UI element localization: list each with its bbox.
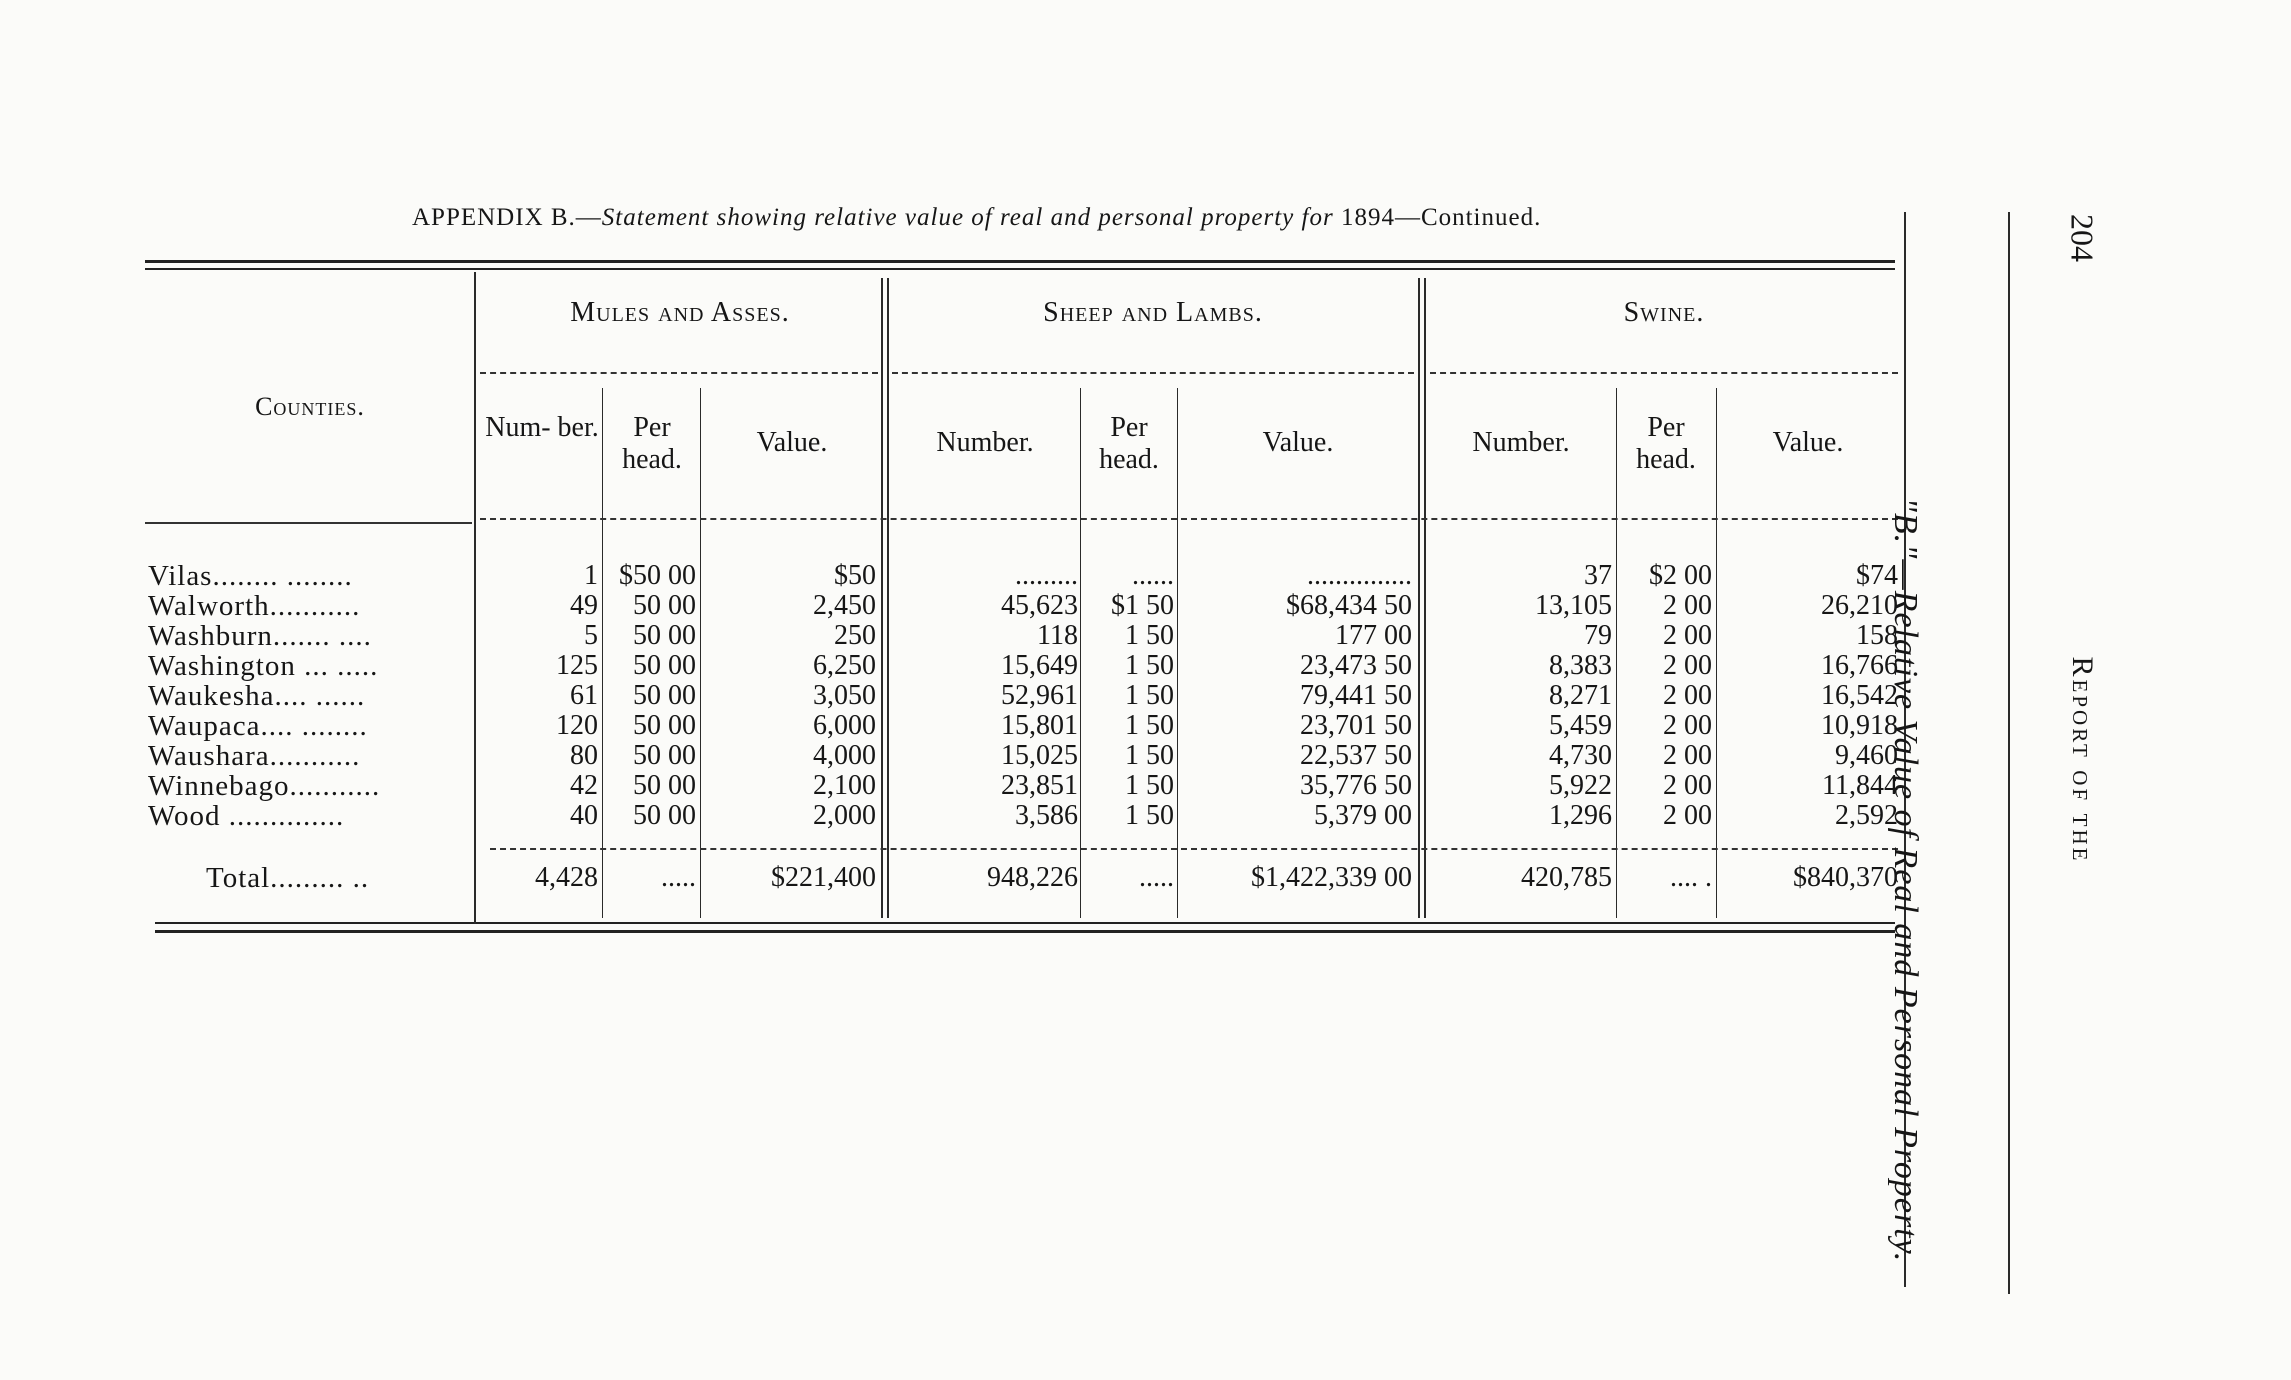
top-rule-outer	[145, 260, 1895, 263]
group-rule-swine	[1430, 372, 1898, 374]
county-name: Waukesha.... ......	[148, 680, 366, 712]
table-caption	[412, 204, 1541, 232]
header-rule-columns	[480, 518, 1898, 520]
sheep-number: 118	[1037, 620, 1078, 651]
sheep-per-head: 1 50	[1125, 740, 1174, 771]
total-label: Total......... ..	[206, 862, 370, 894]
mules-per-head: $50 00	[619, 560, 696, 591]
sheep-per-head: 1 50	[1125, 800, 1174, 831]
sheep-number: 15,649	[1001, 650, 1078, 681]
divider-sheep-swine-b	[1424, 278, 1426, 918]
county-name: Winnebago...........	[148, 770, 381, 802]
county-name: Wood ..............	[148, 800, 345, 832]
mules-number: 40	[570, 800, 598, 831]
swine-per-head: 2 00	[1663, 590, 1712, 621]
mules-number: 42	[570, 770, 598, 801]
mules-number: 61	[570, 680, 598, 711]
header-swine-number: Number.	[1472, 427, 1570, 458]
sheep-value: 79,441 50	[1300, 680, 1412, 711]
mules-number: 80	[570, 740, 598, 771]
swine-value: 10,918	[1821, 710, 1898, 741]
header-sheep-per-head: Per head.	[1099, 412, 1159, 475]
mules-number: 5	[584, 620, 598, 651]
swine-per-head: 2 00	[1663, 680, 1712, 711]
header-counties: Counties.	[255, 392, 365, 421]
divider-swine-num	[1616, 388, 1617, 918]
header-swine-value: Value.	[1772, 427, 1844, 458]
total-rule	[490, 848, 1898, 850]
sheep-value: 177 00	[1335, 620, 1412, 651]
sheep-per-head: 1 50	[1125, 620, 1174, 651]
swine-per-head: 2 00	[1663, 800, 1712, 831]
sheep-per-head: ......	[1132, 560, 1174, 591]
header-swine-per-head: Per head.	[1636, 412, 1696, 475]
divider-counties	[474, 272, 476, 924]
header-mules: Mules and Asses.	[570, 297, 790, 328]
mules-value: 2,450	[813, 590, 876, 621]
sheep-number: 3,586	[1015, 800, 1078, 831]
swine-value: 158	[1856, 620, 1898, 651]
header-sheep: Sheep and Lambs.	[1043, 297, 1263, 328]
sheep-per-head: 1 50	[1125, 710, 1174, 741]
mules-value: $50	[834, 560, 876, 591]
county-name: Waupaca.... ........	[148, 710, 368, 742]
header-swine: Swine.	[1623, 297, 1705, 328]
mules-per-head: 50 00	[633, 710, 696, 741]
sheep-per-head: $1 50	[1111, 590, 1174, 621]
running-head: Report of the	[2066, 656, 2099, 864]
swine-value: 9,460	[1835, 740, 1898, 771]
mules-per-head: 50 00	[633, 800, 696, 831]
bottom-rule-inner	[155, 930, 1895, 933]
swine-per-head: 2 00	[1663, 770, 1712, 801]
side-title: "B."—Relative Value of Real and Personal Property.	[1887, 497, 1924, 1263]
mules-value: 3,050	[813, 680, 876, 711]
mules-number: 49	[570, 590, 598, 621]
page-number: 204	[2064, 214, 2101, 262]
swine-number: 8,271	[1549, 680, 1612, 711]
total-mules-value: $221,400	[771, 862, 876, 893]
divider-swine-ph	[1716, 388, 1717, 918]
mules-per-head: 50 00	[633, 590, 696, 621]
swine-value: $74	[1856, 560, 1898, 591]
sheep-per-head: 1 50	[1125, 680, 1174, 711]
divider-sheep-ph	[1177, 388, 1178, 918]
caption-italic: Statement showing relative value of real and personal property for	[601, 204, 1334, 231]
mules-per-head: 50 00	[633, 740, 696, 771]
swine-number: 79	[1584, 620, 1612, 651]
mules-number: 120	[556, 710, 598, 741]
header-sheep-value: Value.	[1262, 427, 1334, 458]
swine-per-head: 2 00	[1663, 650, 1712, 681]
sheep-value: $68,434 50	[1286, 590, 1412, 621]
divider-mules-sheep-a	[881, 278, 883, 918]
sheep-number: 23,851	[1001, 770, 1078, 801]
group-rule-sheep	[892, 372, 1414, 374]
mules-per-head: 50 00	[633, 650, 696, 681]
county-name: Vilas........ ........	[148, 560, 353, 592]
total-sheep-per-head: .....	[1139, 862, 1174, 893]
swine-value: 2,592	[1835, 800, 1898, 831]
swine-number: 1,296	[1549, 800, 1612, 831]
total-mules-per-head: .....	[661, 862, 696, 893]
county-name: Washington ... .....	[148, 650, 379, 682]
mules-per-head: 50 00	[633, 620, 696, 651]
divider-sheep-swine-a	[1418, 278, 1420, 918]
sheep-per-head: 1 50	[1125, 770, 1174, 801]
sheep-number: 45,623	[1001, 590, 1078, 621]
sheep-value: ...............	[1307, 560, 1412, 591]
sheep-number: 15,801	[1001, 710, 1078, 741]
mules-value: 2,100	[813, 770, 876, 801]
total-mules-number: 4,428	[535, 862, 598, 893]
swine-per-head: 2 00	[1663, 710, 1712, 741]
sheep-value: 22,537 50	[1300, 740, 1412, 771]
mules-value: 250	[834, 620, 876, 651]
header-mules-per-head: Per head.	[622, 412, 682, 475]
swine-value: 11,844	[1822, 770, 1898, 801]
side-rule	[2008, 212, 2010, 1294]
swine-number: 5,922	[1549, 770, 1612, 801]
sheep-value: 5,379 00	[1314, 800, 1412, 831]
divider-mules-num	[602, 388, 603, 918]
header-mules-value: Value.	[756, 427, 828, 458]
mules-value: 2,000	[813, 800, 876, 831]
total-swine-per-head: .... .	[1670, 862, 1712, 893]
county-name: Waushara...........	[148, 740, 361, 772]
sheep-number: .........	[1015, 560, 1078, 591]
mules-per-head: 50 00	[633, 680, 696, 711]
swine-per-head: $2 00	[1649, 560, 1712, 591]
swine-per-head: 2 00	[1663, 740, 1712, 771]
sheep-number: 52,961	[1001, 680, 1078, 711]
sheep-per-head: 1 50	[1125, 650, 1174, 681]
caption-suffix: 1894—Continued.	[1340, 204, 1542, 231]
swine-number: 13,105	[1535, 590, 1612, 621]
divider-sheep-num	[1080, 388, 1081, 918]
sheep-value: 35,776 50	[1300, 770, 1412, 801]
bottom-rule-outer	[155, 922, 1895, 924]
mules-number: 125	[556, 650, 598, 681]
header-rule-counties	[145, 522, 472, 524]
header-mules-number: Num- ber.	[485, 412, 599, 443]
swine-value: 16,542	[1821, 680, 1898, 711]
total-swine-number: 420,785	[1521, 862, 1612, 893]
sheep-value: 23,473 50	[1300, 650, 1412, 681]
sheep-value: 23,701 50	[1300, 710, 1412, 741]
divider-mules-ph	[700, 388, 701, 918]
total-swine-value: $840,370	[1793, 862, 1898, 893]
mules-number: 1	[584, 560, 598, 591]
sheep-number: 15,025	[1001, 740, 1078, 771]
mules-value: 4,000	[813, 740, 876, 771]
caption-prefix: APPENDIX B.—	[412, 204, 602, 231]
swine-number: 5,459	[1549, 710, 1612, 741]
mules-value: 6,250	[813, 650, 876, 681]
header-sheep-number: Number.	[936, 427, 1034, 458]
mules-per-head: 50 00	[633, 770, 696, 801]
total-sheep-value: $1,422,339 00	[1251, 862, 1412, 893]
county-name: Washburn....... ....	[148, 620, 372, 652]
top-rule-inner	[145, 268, 1895, 270]
swine-value: 26,210	[1821, 590, 1898, 621]
group-rule-mules	[480, 372, 878, 374]
swine-number: 37	[1584, 560, 1612, 591]
divider-mules-sheep-b	[887, 278, 889, 918]
swine-value: 16,766	[1821, 650, 1898, 681]
county-name: Walworth...........	[148, 590, 361, 622]
swine-number: 4,730	[1549, 740, 1612, 771]
total-sheep-number: 948,226	[987, 862, 1078, 893]
swine-number: 8,383	[1549, 650, 1612, 681]
swine-per-head: 2 00	[1663, 620, 1712, 651]
mules-value: 6,000	[813, 710, 876, 741]
